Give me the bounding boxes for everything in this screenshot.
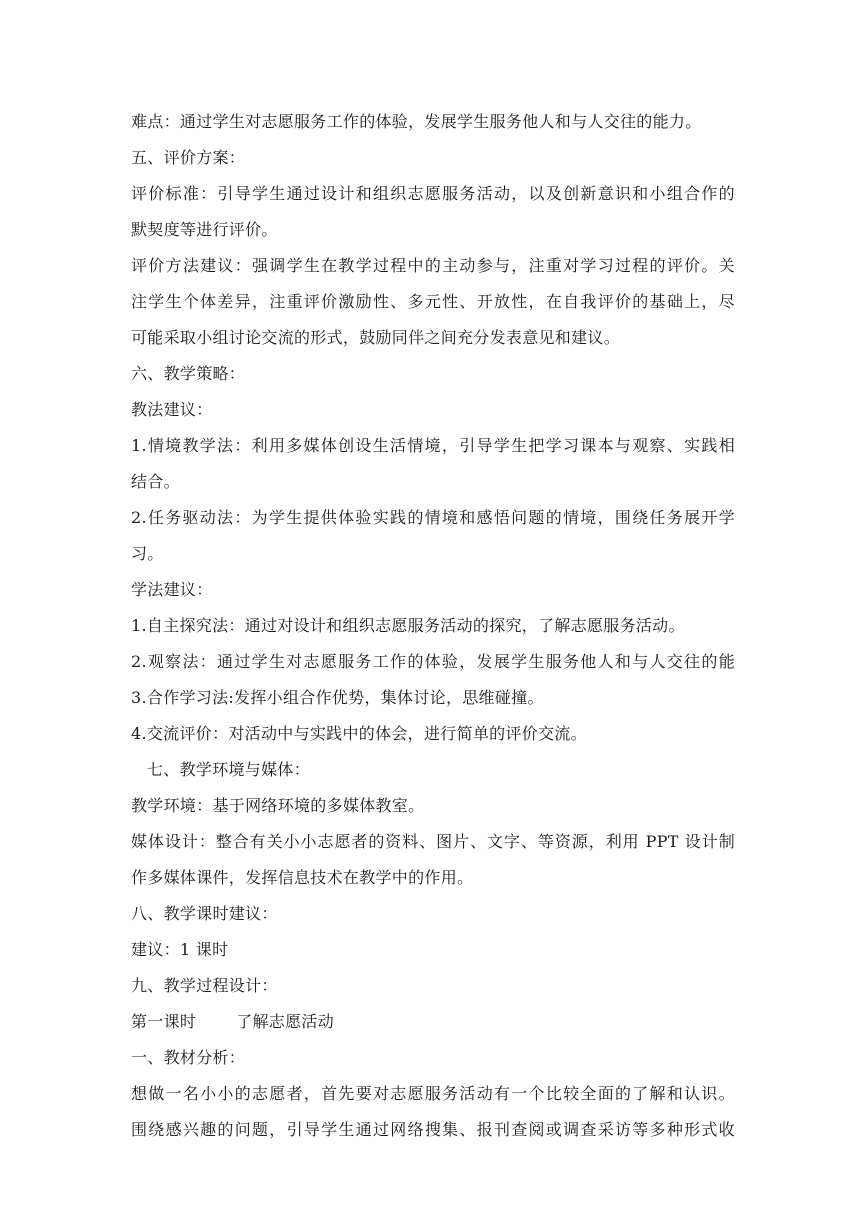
- text-line-difficulty: 难点：通过学生对志愿服务工作的体验，发展学生服务他人和与人交往的能力。: [131, 112, 702, 131]
- subheading-teaching-method: 教法建议：: [131, 400, 213, 419]
- heading-environment-media: 七、教学环境与媒体：: [147, 760, 311, 779]
- list-item-situational-teaching: 1.情境教学法：利用多媒体创设生活情境，引导学生把学习课本与观察、实践相: [131, 436, 735, 455]
- text-line-evaluation-method: 评价方法建议：强调学生在教学过程中的主动参与，注重对学习过程的评价。关: [131, 256, 735, 275]
- text-line-evaluation-standard: 评价标准：引导学生通过设计和组织志愿服务活动，以及创新意识和小组合作的: [131, 184, 735, 203]
- text-line-media-design: 媒体设计：整合有关小小志愿者的资料、图片、文字、等资源，利用 PPT 设计制: [131, 832, 735, 851]
- heading-teaching-strategy: 六、教学策略：: [131, 364, 246, 383]
- list-item-observation: 2.观察法：通过学生对志愿服务工作的体验，发展学生服务他人和与人交往的能: [131, 652, 735, 671]
- document-page: [131, 104, 735, 1148]
- text-line-class-hours: 建议：1 课时: [131, 940, 229, 959]
- text-line-evaluation-method-cont-1: 注学生个体差异，注重评价激励性、多元性、开放性，在自我评价的基础上，尽: [131, 292, 735, 311]
- text-line-media-design-cont: 作多媒体课件，发挥信息技术在教学中的作用。: [131, 868, 474, 887]
- list-item-exchange-evaluation: 4.交流评价：对活动中与实践中的体会，进行简单的评价交流。: [131, 724, 587, 743]
- heading-material-analysis: 一、教材分析：: [131, 1048, 246, 1067]
- lesson-title: 了解志愿活动: [236, 1012, 335, 1031]
- text-line-material-analysis-cont: 围绕感兴趣的问题，引导学生通过网络搜集、报刊查阅或调查采访等多种形式收: [131, 1120, 735, 1139]
- text-line-evaluation-method-cont-2: 可能采取小组讨论交流的形式，鼓励同伴之间充分发表意见和建议。: [131, 328, 621, 347]
- lesson-title-line: [131, 1004, 735, 1040]
- heading-process-design: 九、教学过程设计：: [131, 976, 278, 995]
- list-item-cooperative-learning: 3.合作学习法:发挥小组合作优势，集体讨论，思维碰撞。: [131, 688, 544, 707]
- subheading-learning-method: 学法建议：: [131, 580, 213, 599]
- list-item-situational-teaching-cont: 结合。: [131, 472, 180, 491]
- list-item-task-driven-cont: 习。: [131, 544, 164, 563]
- text-line-teaching-environment: 教学环境：基于网络环境的多媒体教室。: [131, 796, 425, 815]
- text-line-evaluation-standard-cont: 默契度等进行评价。: [131, 220, 278, 239]
- lesson-number: 第一课时: [131, 1012, 197, 1031]
- heading-class-hours: 八、教学课时建议：: [131, 904, 278, 923]
- text-line-material-analysis: 想做一名小小的志愿者，首先要对志愿服务活动有一个比较全面的了解和认识。: [131, 1084, 735, 1103]
- list-item-self-inquiry: 1.自主探究法：通过对设计和组织志愿服务活动的探究，了解志愿服务活动。: [131, 616, 685, 635]
- heading-evaluation-plan: 五、评价方案：: [131, 148, 246, 167]
- list-item-task-driven: 2.任务驱动法：为学生提供体验实践的情境和感悟问题的情境，围绕任务展开学: [131, 508, 735, 527]
